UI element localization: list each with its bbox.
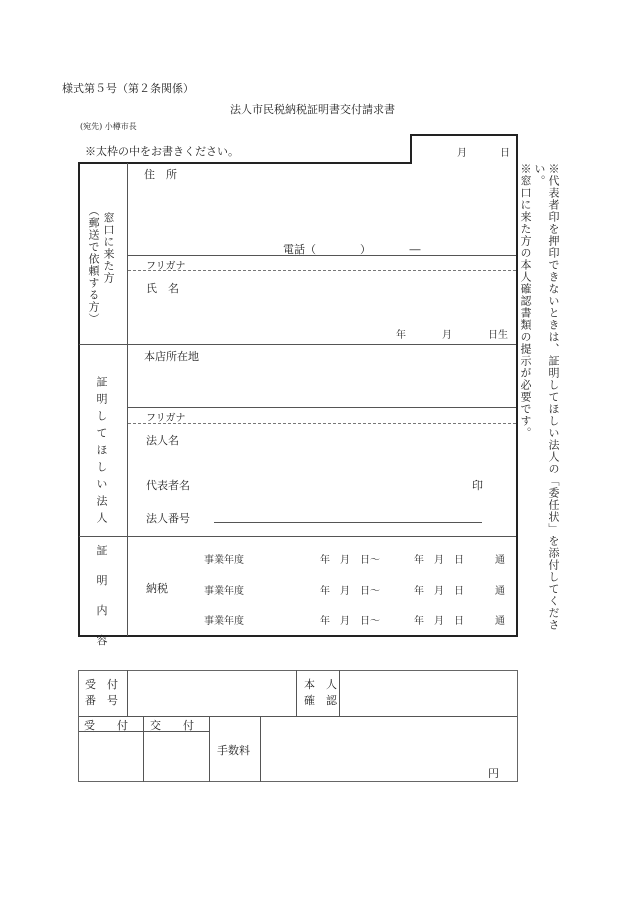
furigana-divider-2 — [128, 423, 516, 424]
yen-label: 円 — [488, 767, 499, 780]
section-divider-2 — [79, 536, 516, 537]
date-box-top — [410, 134, 518, 136]
requester-sub-label: （郵送で依頼する方） — [87, 205, 100, 325]
requester-section-label: 窓口に来た方 — [102, 212, 115, 284]
corporation-section-label: 証明してほしい法人 — [95, 376, 108, 529]
side-note-id-check: ※窓口に来た方の本人確認書類の提示が必要です。 — [519, 163, 532, 439]
addressee: (宛先) 小樽市長 — [80, 122, 137, 131]
from-date[interactable]: 年 月 日～ — [320, 616, 380, 627]
address-label[interactable]: 住 所 — [144, 168, 177, 181]
office-cell-divider — [127, 670, 128, 716]
section-divider-1 — [79, 344, 516, 345]
issued-label: 交 付 — [150, 719, 194, 732]
birth-day-label: 日生 — [488, 330, 508, 341]
furigana-divider-1 — [128, 270, 516, 271]
form-number: 様式第５号（第２条関係） — [62, 82, 194, 95]
date-month-label[interactable]: 月 — [457, 148, 467, 159]
frame-left — [78, 162, 80, 637]
copies-label[interactable]: 通 — [495, 616, 505, 627]
office-cell-divider — [260, 716, 261, 782]
contents-section-label: 証 明 内 容 — [96, 544, 108, 647]
office-cell-divider — [209, 716, 210, 782]
fee-label: 手数料 — [217, 744, 250, 757]
representative-label[interactable]: 代表者名 — [146, 479, 190, 492]
office-underline — [128, 407, 516, 408]
frame-bottom — [78, 635, 518, 637]
office-row-divider — [79, 716, 517, 717]
copies-label[interactable]: 通 — [495, 555, 505, 566]
date-box-left — [410, 134, 412, 163]
to-date[interactable]: 年 月 日 — [414, 555, 464, 566]
received-label: 受 付 — [84, 719, 128, 732]
instruction-text: ※太枠の中をお書きください。 — [85, 145, 239, 158]
furigana-label[interactable]: フリガナ — [146, 261, 186, 272]
tax-type-label: 納税 — [146, 582, 168, 595]
to-date[interactable]: 年 月 日 — [414, 586, 464, 597]
phone-label[interactable]: 電話（ ） ― — [283, 243, 421, 256]
frame-top — [78, 162, 412, 164]
name-label[interactable]: 氏 名 — [146, 282, 179, 295]
corp-number-line — [214, 522, 482, 523]
birth-year-label: 年 — [396, 330, 406, 341]
seal-mark: 印 — [472, 479, 483, 492]
birth-month-label: 月 — [442, 330, 452, 341]
identity-check-label: 本 人 確 認 — [304, 678, 337, 707]
side-note-power-of-attorney: ※代表者印を押印できないときは、証明してほしい法人の「委任状」を添付してください。 — [533, 163, 560, 631]
to-date[interactable]: 年 月 日 — [414, 616, 464, 627]
receipt-number-label: 受 付 番 号 — [85, 678, 118, 707]
date-day-label[interactable]: 日 — [500, 148, 510, 159]
corp-name-label[interactable]: 法人名 — [146, 434, 179, 447]
label-column-divider — [127, 163, 128, 636]
fiscal-year-label: 事業年度 — [204, 586, 244, 597]
copies-label[interactable]: 通 — [495, 586, 505, 597]
from-date[interactable]: 年 月 日～ — [320, 555, 380, 566]
fiscal-year-label: 事業年度 — [204, 616, 244, 627]
from-date[interactable]: 年 月 日～ — [320, 586, 380, 597]
corp-furigana-label[interactable]: フリガナ — [146, 413, 186, 424]
office-cell-divider — [143, 716, 144, 782]
form-title: 法人市民税納税証明書交付請求書 — [230, 103, 395, 116]
corp-number-label[interactable]: 法人番号 — [146, 512, 190, 525]
office-location-label[interactable]: 本店所在地 — [144, 350, 199, 363]
fiscal-year-label: 事業年度 — [204, 555, 244, 566]
office-cell-divider — [339, 670, 340, 716]
office-cell-divider — [296, 670, 297, 716]
office-use-table — [78, 670, 518, 782]
